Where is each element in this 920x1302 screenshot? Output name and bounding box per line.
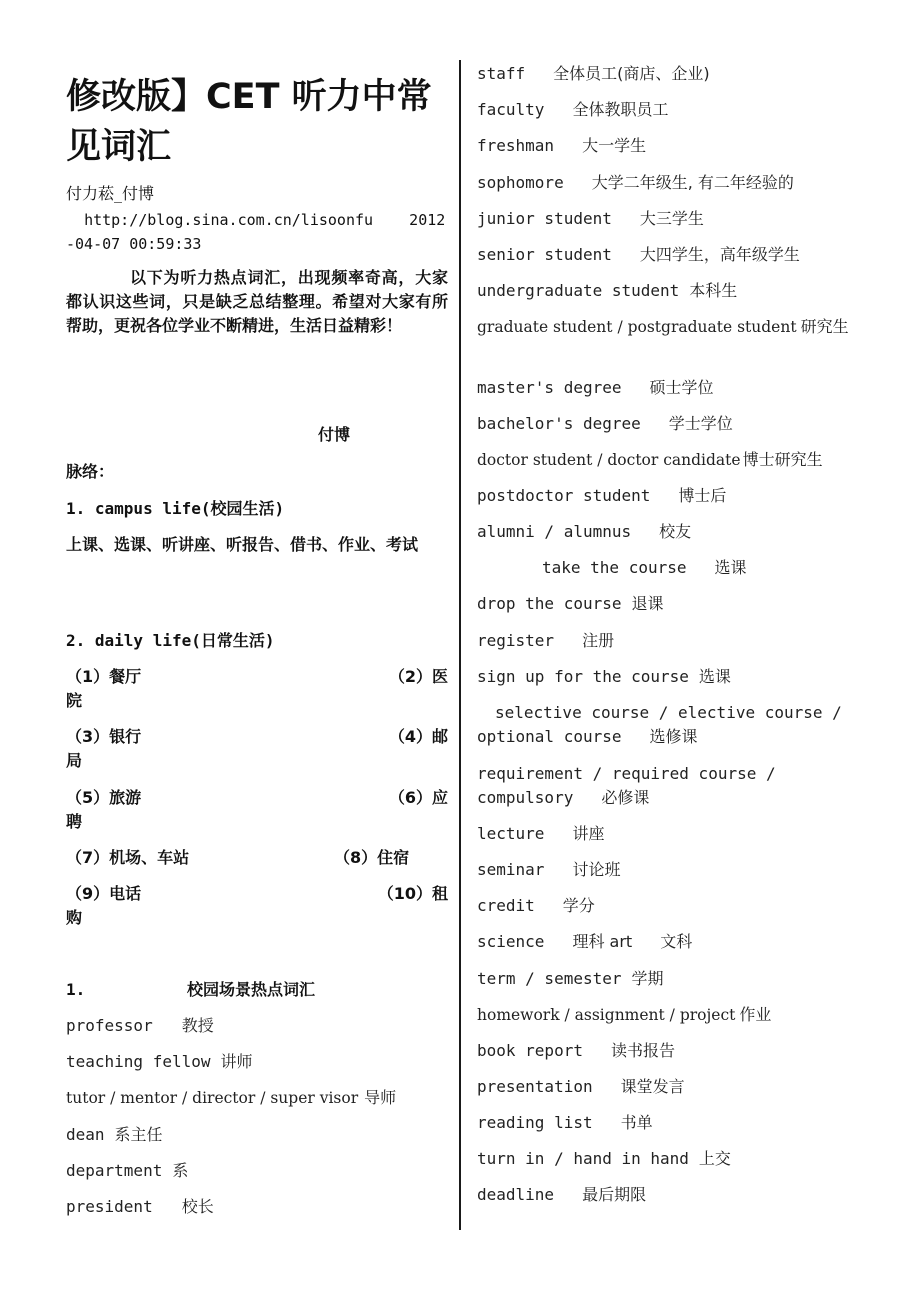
- outline-item-wrap: 局: [66, 751, 83, 770]
- vocab-zh: 博士后: [678, 486, 727, 505]
- vocab-entry: [477, 1183, 861, 1207]
- vocab-en: drop the course: [477, 594, 622, 613]
- vocab-en: book report: [477, 1041, 583, 1060]
- vocab-en: professor: [66, 1016, 153, 1035]
- url-date-line: http://blog.sina.com.cn/lisoonfu 2012-04-07 00:59:33: [66, 211, 446, 253]
- vocab-entry: [477, 1147, 861, 1171]
- vocab-en: presentation: [477, 1077, 593, 1096]
- vocab-entry: [477, 448, 861, 472]
- vocab-entry: [477, 822, 861, 846]
- vocab-entry: [477, 1111, 861, 1135]
- vocab-entry: [477, 62, 861, 86]
- section-heading: [66, 978, 448, 1002]
- column-divider: [459, 60, 461, 1230]
- vocab-entry: [477, 930, 861, 954]
- outline-item: （2）医: [388, 667, 448, 686]
- vocab-entry: [477, 967, 861, 991]
- vocab-zh: 讲师: [220, 1052, 253, 1071]
- vocab-en: junior student: [477, 209, 612, 228]
- signature: 付博: [318, 425, 351, 444]
- vocab-zh: 课堂发言: [620, 1077, 685, 1096]
- vocab-entry: [66, 1195, 448, 1219]
- vocab-entry: [477, 376, 861, 400]
- vocab-zh: 读书报告: [610, 1041, 675, 1060]
- vocab-en: seminar: [477, 860, 545, 879]
- vocab-zh: 校长: [181, 1197, 214, 1216]
- vocab-zh: 学期: [631, 969, 664, 988]
- outline-item-wrap: 聘: [66, 812, 83, 831]
- vocab-en: selective course / elective course / optional course: [477, 703, 852, 746]
- vocab-zh: 理科 art: [572, 932, 633, 951]
- vocab-en: tutor / mentor / director / super visor: [66, 1089, 359, 1107]
- vocab-entry: [477, 484, 861, 508]
- vocab-entry: [66, 1086, 448, 1110]
- vocab-entry: [66, 1050, 448, 1074]
- vocab-en: dean: [66, 1125, 105, 1144]
- vocab-entry: [477, 1003, 861, 1027]
- vocab-en: graduate student / postgraduate student: [477, 318, 797, 336]
- vocab-en: science: [477, 932, 545, 951]
- vocab-zh: 教授: [181, 1016, 214, 1035]
- vocab-en: alumni / alumnus: [477, 522, 632, 541]
- vocab-zh: 讲座: [572, 824, 605, 843]
- vocab-zh: 硕士学位: [649, 378, 714, 397]
- vocab-entry: [477, 207, 861, 231]
- vocab-en: deadline: [477, 1185, 555, 1204]
- vocab-entry: [477, 315, 861, 339]
- vocab-en: register: [477, 631, 555, 650]
- section-title-daily: [66, 629, 448, 653]
- vocab-zh: 系: [172, 1161, 189, 1180]
- outline-item: （3）银行: [66, 727, 142, 746]
- vocab-entry: [477, 665, 861, 689]
- outline-item-wrap: 院: [66, 691, 83, 710]
- vocab-zh: 大四学生，高年级学生: [639, 245, 800, 264]
- section-title-campus-text: 1. campus life(校园生活): [66, 499, 285, 518]
- vocab-zh: 校友: [659, 522, 692, 541]
- vocab-en: freshman: [477, 136, 555, 155]
- vocab-en: senior student: [477, 245, 612, 264]
- vocab-zh: 选修课: [649, 727, 698, 746]
- vocab-zh: 全体教职员工: [572, 100, 669, 119]
- vocab-entry: [477, 894, 861, 918]
- intro-paragraph: 以下为听力热点词汇，出现频率奇高，大家都认识这些词，只是缺乏总结整理。希望对大家有所帮助，更祝各位学业不断精进，生活日益精彩！: [66, 268, 448, 335]
- vocab-en: turn in / hand in hand: [477, 1149, 689, 1168]
- vocab-zh: 作业: [739, 1005, 772, 1024]
- vocab-entry: [477, 701, 861, 749]
- outline-item: （1）餐厅: [66, 667, 142, 686]
- outline-item-wrap: 购: [66, 908, 83, 927]
- vocab-zh: 学士学位: [668, 414, 733, 433]
- vocab-entry: [477, 520, 861, 544]
- vocab-entry: [66, 1123, 448, 1147]
- section-title-daily-text: 2. daily life(日常生活): [66, 631, 275, 650]
- document-title: 修改版】CET 听力中常见词汇: [66, 77, 432, 167]
- vocab-zh: 学分: [562, 896, 595, 915]
- vocab-en: homework / assignment / project: [477, 1006, 736, 1024]
- vocab-zh: 大一学生: [582, 136, 647, 155]
- section-desc-campus: 上课、选课、听讲座、听报告、借书、作业、考试: [66, 535, 419, 554]
- vocab-en: doctor student / doctor candidate: [477, 451, 741, 469]
- vocab-zh: 上交: [698, 1149, 731, 1168]
- vocab-en: term / semester: [477, 969, 622, 988]
- outline-item: （8）住宿: [334, 848, 410, 867]
- vocab-entry: [477, 1075, 861, 1099]
- outline-item: （7）机场、车站: [66, 848, 190, 867]
- vocab-entry: [477, 243, 861, 267]
- vocab-en: faculty: [477, 100, 545, 119]
- vocab-entry: [477, 592, 861, 616]
- vocab-en: department: [66, 1161, 163, 1180]
- vocab-en: reading list: [477, 1113, 593, 1132]
- vocab-entry: [66, 1014, 448, 1038]
- vocab-en: teaching fellow: [66, 1052, 211, 1071]
- vocab-en: postdoctor student: [477, 486, 651, 505]
- vocab-zh: 退课: [631, 594, 664, 613]
- outline-item: （9）电话: [66, 884, 142, 903]
- section-heading-number: 1.: [66, 980, 86, 999]
- outline-label: 脉络：: [66, 462, 115, 481]
- outline-item: （5）旅游: [66, 788, 142, 807]
- vocab-entry: [477, 279, 861, 303]
- vocab-zh: 注册: [582, 631, 615, 650]
- outline-item: （4）邮: [388, 727, 448, 746]
- vocab-en: staff: [477, 64, 526, 83]
- vocab-zh: 书单: [620, 1113, 653, 1132]
- vocab-zh: 选课: [698, 667, 731, 686]
- vocab-zh: 大学二年级生, 有二年经验的: [591, 173, 794, 192]
- vocab-zh: 本科生: [689, 281, 738, 300]
- section-heading-text: 校园场景热点词汇: [187, 980, 316, 999]
- vocab-zh: 必修课: [601, 788, 650, 807]
- author-line: 付力菘_付博: [66, 184, 155, 203]
- vocab-zh: 讨论班: [572, 860, 621, 879]
- vocab-entry: [477, 412, 861, 436]
- vocab-entry: [477, 98, 861, 122]
- vocab-zh: 大三学生: [639, 209, 704, 228]
- outline-item: （10）租: [377, 884, 448, 903]
- outline-item: （6）应: [388, 788, 448, 807]
- vocab-entry: [477, 556, 861, 580]
- vocab-zh: 导师: [364, 1088, 397, 1107]
- vocab-entry: [477, 134, 861, 158]
- vocab-en: requirement / required course / compulsory: [477, 764, 786, 807]
- vocab-en: lecture: [477, 824, 545, 843]
- vocab-zh: 系主任: [114, 1125, 163, 1144]
- section-title-campus: [66, 497, 448, 521]
- vocab-en: president: [66, 1197, 153, 1216]
- vocab-entry: [477, 762, 861, 810]
- vocab-entry: [477, 629, 861, 653]
- vocab-en: master's degree: [477, 378, 622, 397]
- vocab-zh: 博士研究生: [742, 450, 823, 469]
- vocab-zh: 最后期限: [582, 1185, 647, 1204]
- vocab-en: sign up for the course: [477, 667, 689, 686]
- vocab-zh: 选课: [714, 558, 747, 577]
- vocab-entry: [477, 1039, 861, 1063]
- vocab-zh: 文科: [660, 932, 693, 951]
- vocab-zh: 研究生: [800, 317, 849, 336]
- vocab-entry: [477, 171, 861, 195]
- vocab-entry: [477, 858, 861, 882]
- vocab-en: sophomore: [477, 173, 564, 192]
- vocab-en: credit: [477, 896, 535, 915]
- vocab-en: take the course: [542, 558, 687, 577]
- vocab-en: undergraduate student: [477, 281, 680, 300]
- vocab-entry: [66, 1159, 448, 1183]
- vocab-en: bachelor's degree: [477, 414, 641, 433]
- vocab-zh: 全体员工(商店、企业): [553, 64, 710, 83]
